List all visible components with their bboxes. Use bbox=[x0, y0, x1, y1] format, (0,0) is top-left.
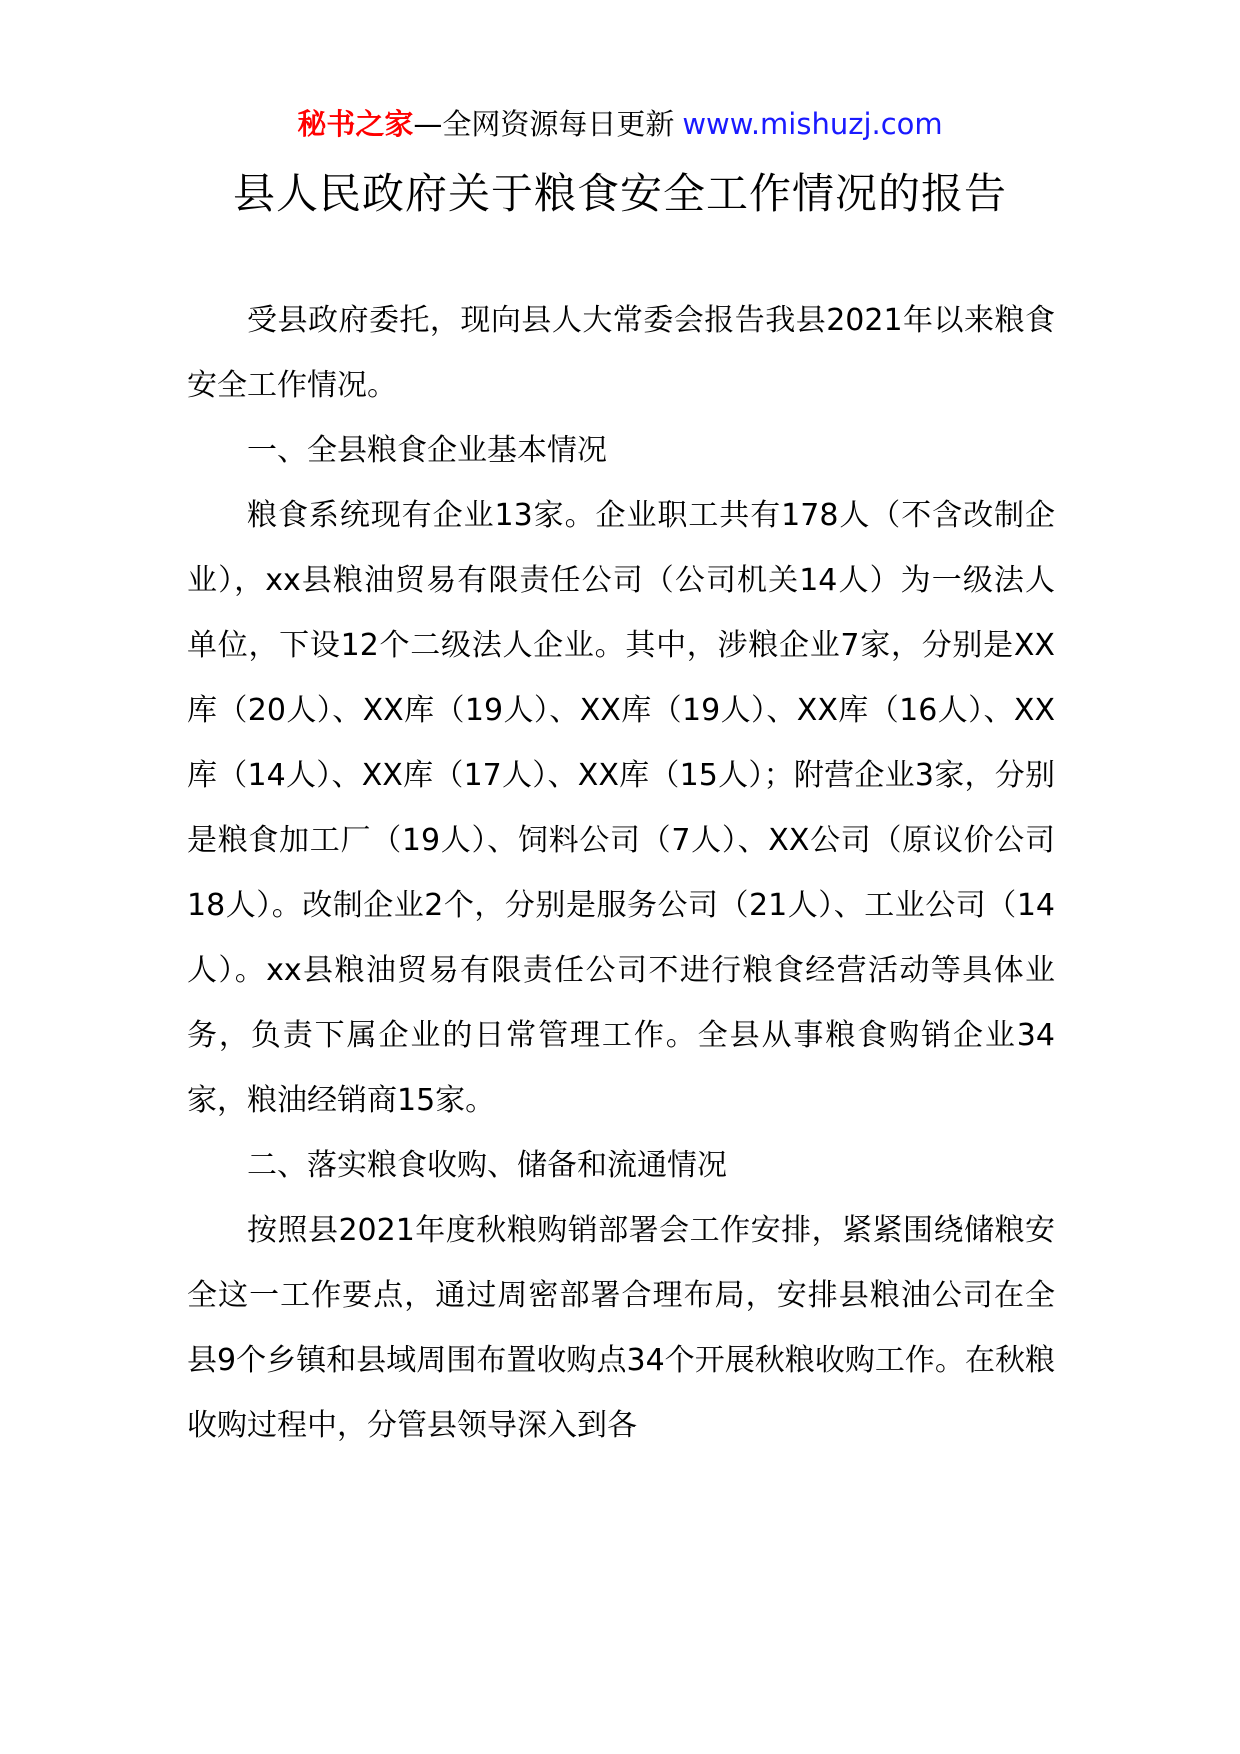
banner-slogan: —全网资源每日更新 bbox=[413, 107, 675, 141]
section-2-paragraph: 按照县2021年度秋粮购销部署会工作安排，紧紧围绕储粮安全这一工作要点，通过周密部署合理布局，安排县粮油公司在全县9个乡镇和县域周围布置收购点34个开展秋粮收购工作。在秋粮收购过程中，分管县领导深入到各 bbox=[187, 1213, 1055, 1443]
document-title: 县人民政府关于粮食安全工作情况的报告 bbox=[232, 169, 1007, 218]
intro-paragraph: 受县政府委托，现向县人大常委会报告我县2021年以来粮食安全工作情况。 bbox=[187, 303, 1055, 403]
site-url-link[interactable]: www.mishuzj.com bbox=[682, 107, 943, 141]
brand-name: 秘书之家 bbox=[297, 107, 414, 141]
section-1-paragraph: 粮食系统现有企业13家。企业职工共有178人（不含改制企业），xx县粮油贸易有限责任公司（公司机关14人）为一级法人单位，下设12个二级法人企业。其中，涉粮企业7家，分别是XX库（20人）、XX库（19人）、XX库（19人）、XX库（16人）、XX库（14人）、XX库（17人）、XX库（15人）；附营企业3家，分别是粮食加工厂（19人）、饲料公司（7人）、XX公司（原议价公司18人）。改制企业2个，分别是服务公司（21人）、工业公司（14人）。xx县粮油贸易有限责任公司不进行粮食经营活动等具体业务，负责下属企业的日常管理工作。全县从事粮食购销企业34家，粮油经销商15家。 bbox=[187, 498, 1055, 1118]
site-banner bbox=[0, 100, 1240, 148]
section-1-heading: 一、全县粮食企业基本情况 bbox=[247, 433, 607, 468]
section-2-heading: 二、落实粮食收购、储备和流通情况 bbox=[247, 1148, 727, 1183]
document-body bbox=[187, 288, 1055, 1458]
